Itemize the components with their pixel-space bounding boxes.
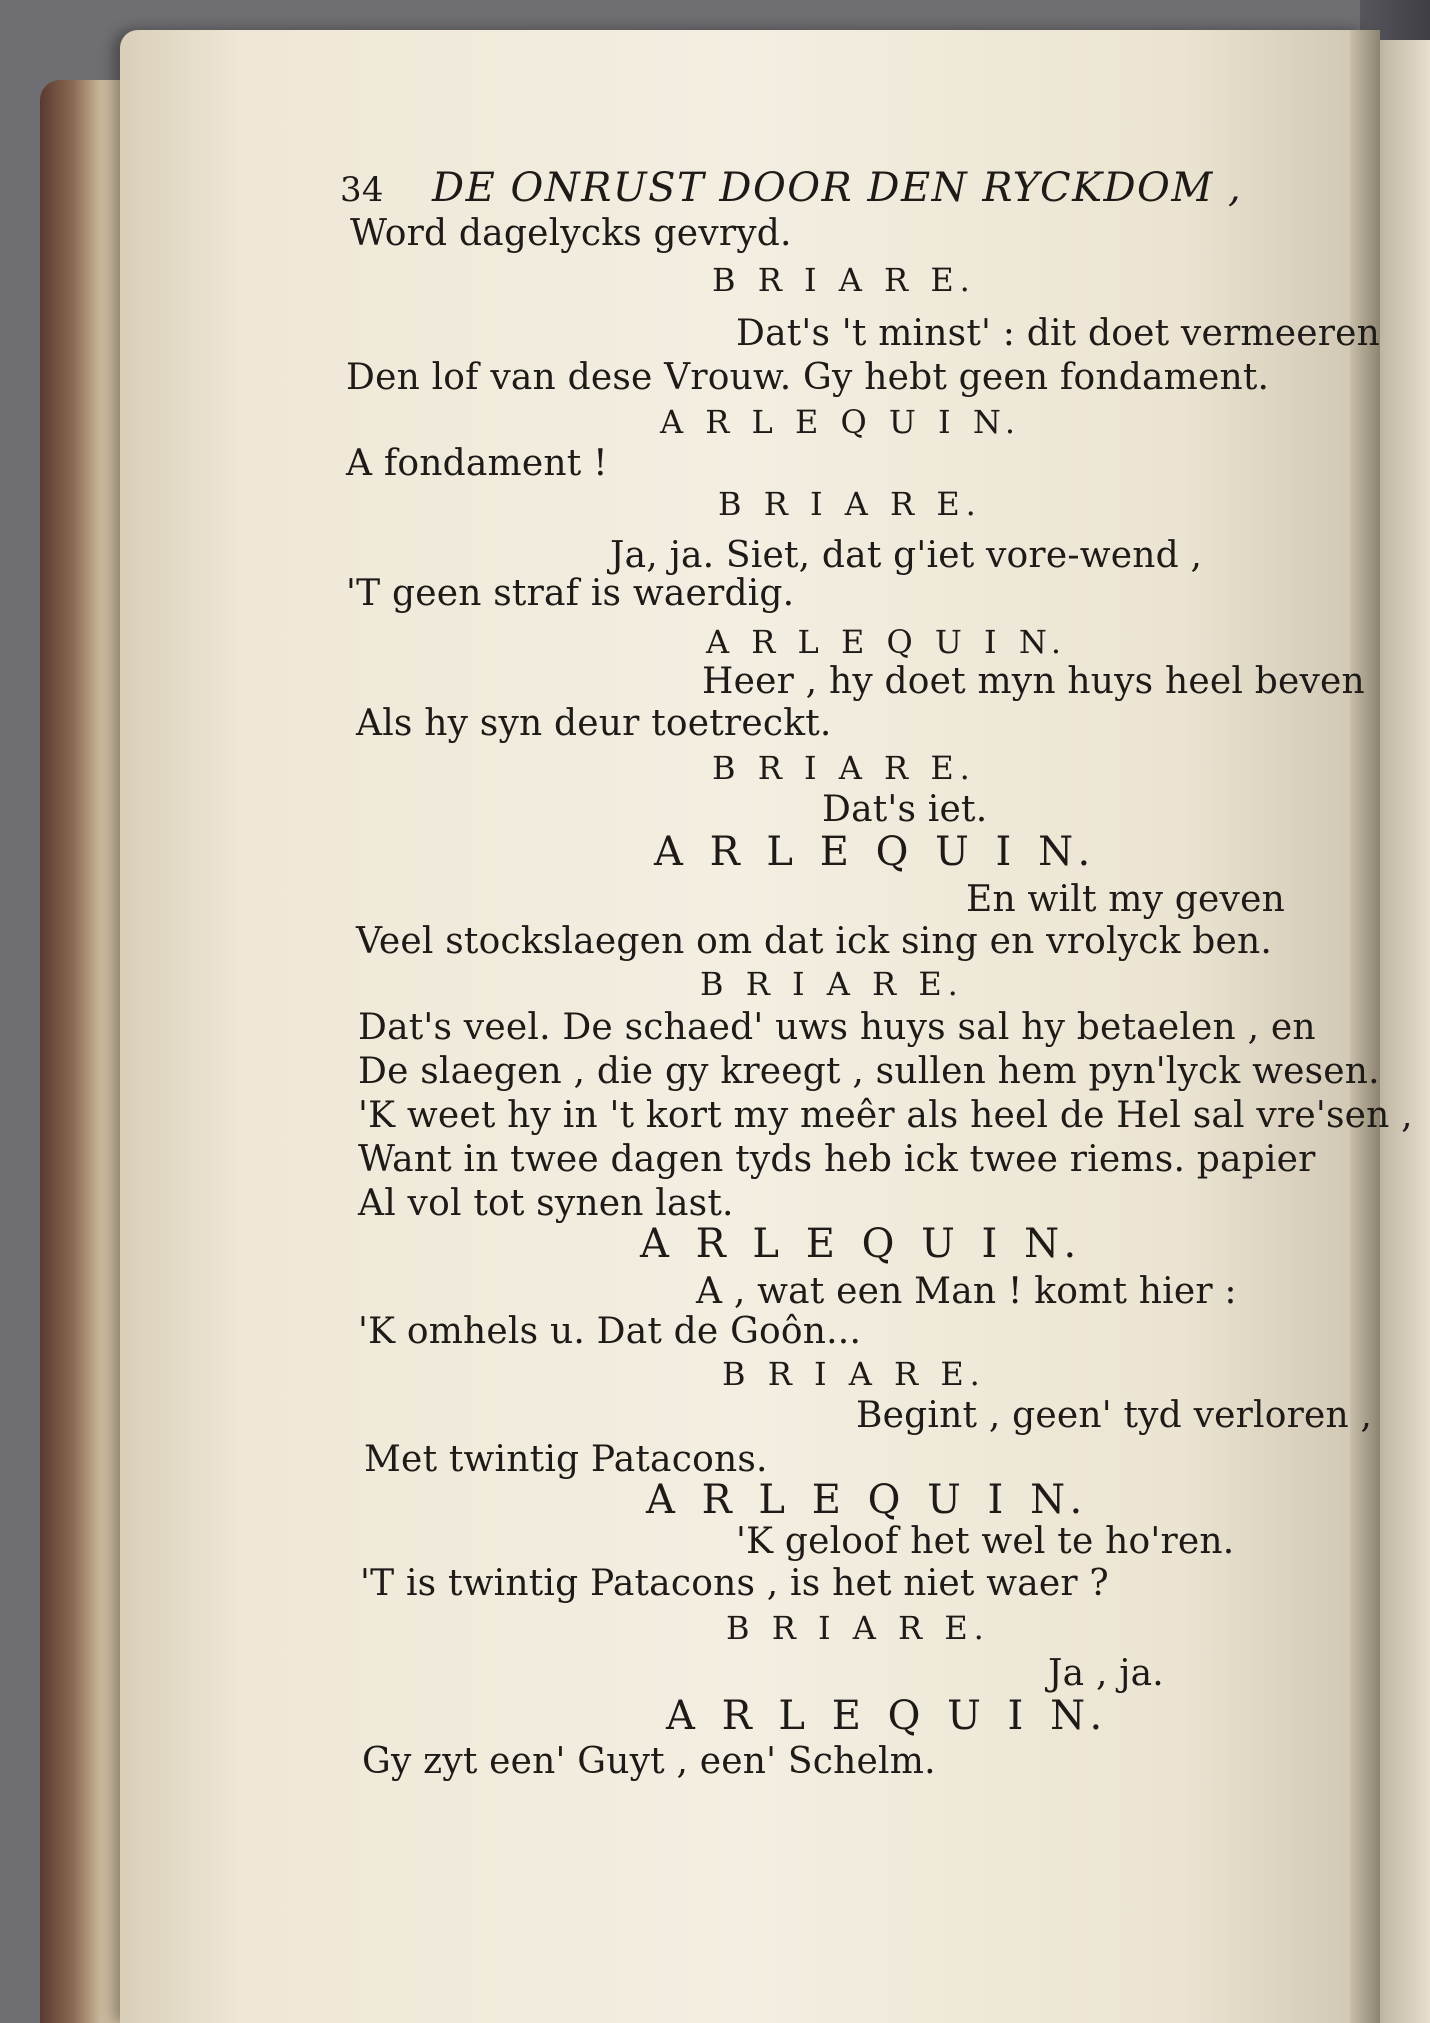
verse-line: Dat's veel. De schaed' uws huys sal hy betaelen , en xyxy=(358,1007,1316,1048)
speaker-name: A R L E Q U I N. xyxy=(640,1221,1084,1267)
verse-line: Den lof van dese Vrouw. Gy hebt geen fondament. xyxy=(346,357,1270,398)
speaker-name: A R L E Q U I N. xyxy=(706,623,1067,661)
verse-line: Word dagelycks gevryd. xyxy=(350,213,792,254)
speaker-name: B R I A R E. xyxy=(712,261,976,299)
speaker-name: B R I A R E. xyxy=(722,1355,986,1393)
verse-line: Al vol tot synen last. xyxy=(358,1183,734,1224)
verse-line: 'K geloof het wel te ho'ren. xyxy=(736,1521,1235,1562)
speaker-name: B R I A R E. xyxy=(718,485,982,523)
speaker-name: B R I A R E. xyxy=(700,965,964,1003)
verse-line: Ja , ja. xyxy=(1048,1653,1164,1694)
speaker-name: A R L E Q U I N. xyxy=(646,1477,1090,1523)
speaker-name: A R L E Q U I N. xyxy=(654,829,1098,875)
verse-line: 'T is twintig Patacons , is het niet waer ? xyxy=(360,1563,1109,1604)
speaker-name: A R L E Q U I N. xyxy=(666,1693,1110,1739)
verse-line: A fondament ! xyxy=(346,443,608,484)
speaker-name: B R I A R E. xyxy=(726,1609,990,1647)
verse-line: 'T geen straf is waerdig. xyxy=(346,573,795,614)
speaker-name: A R L E Q U I N. xyxy=(660,403,1021,441)
verse-line: Veel stockslaegen om dat ick sing en vrolyck ben. xyxy=(356,921,1273,962)
verse-line: Heer , hy doet myn huys heel beven xyxy=(702,661,1365,702)
verse-line: 'K omhels u. Dat de Goôn... xyxy=(358,1311,862,1352)
speaker-name: B R I A R E. xyxy=(712,749,976,787)
verse-line: Ja, ja. Siet, dat g'iet vore-wend , xyxy=(610,535,1203,576)
verse-line: A , wat een Man ! komt hier : xyxy=(696,1271,1237,1312)
verse-line: Dat's 't minst' : dit doet vermeeren xyxy=(736,313,1381,354)
verse-line: Met twintig Patacons. xyxy=(364,1439,768,1480)
verse-line: De slaegen , die gy kreegt , sullen hem pyn'lyck wesen. xyxy=(358,1051,1380,1092)
verse-line: Dat's iet. xyxy=(822,789,988,830)
verse-line: Als hy syn deur toetreckt. xyxy=(356,703,832,744)
verse-line: Begint , geen' tyd verloren , xyxy=(856,1395,1373,1436)
verse-line: En wilt my geven xyxy=(966,879,1285,920)
page-number: 34 xyxy=(340,170,384,210)
verse-line: Want in twee dagen tyds heb ick twee riems. papier xyxy=(358,1139,1316,1180)
verse-line: 'K weet hy in 't kort my meêr als heel de Hel sal vre'sen , xyxy=(358,1095,1413,1136)
running-title: DE ONRUST DOOR DEN RYCKDOM , xyxy=(432,165,1243,211)
verse-line: Gy zyt een' Guyt , een' Schelm. xyxy=(362,1741,936,1782)
